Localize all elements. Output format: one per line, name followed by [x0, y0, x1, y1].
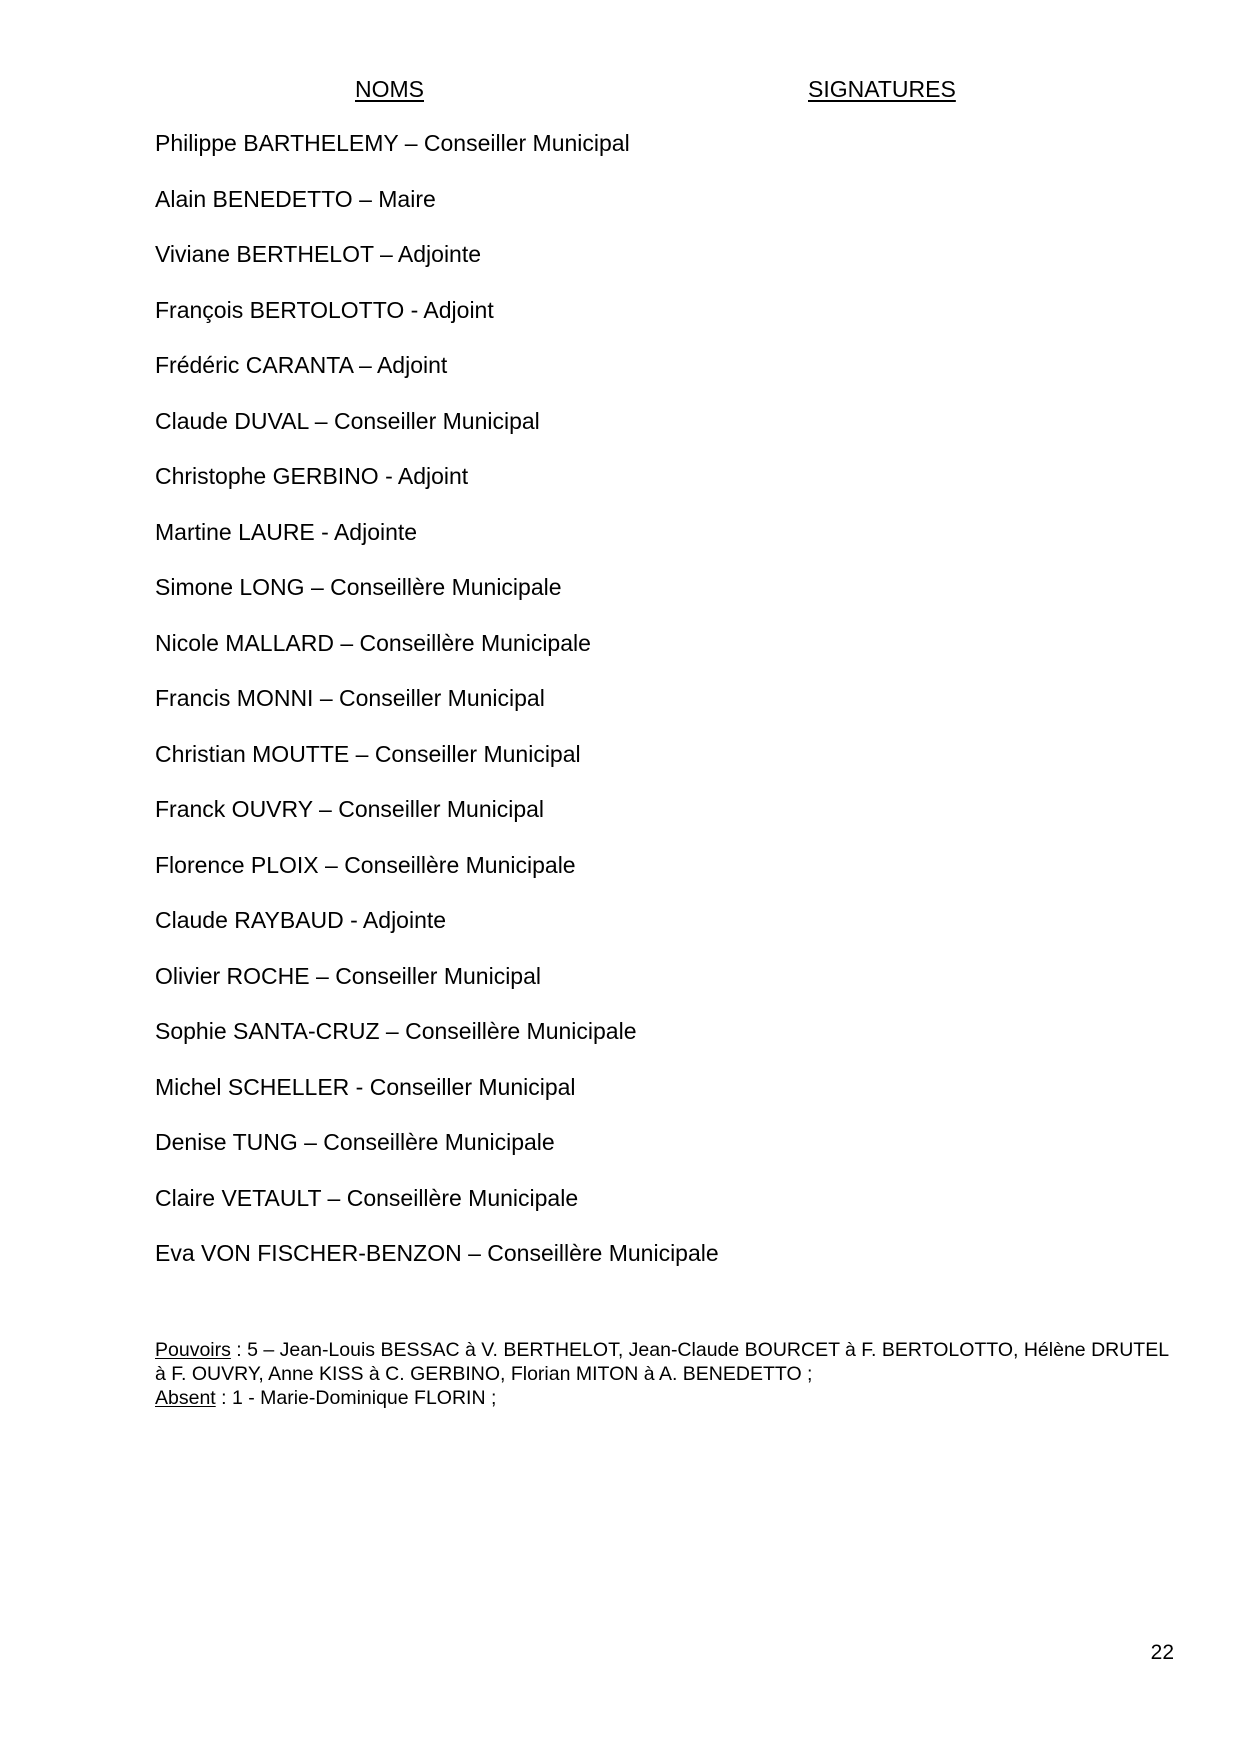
list-item: Frédéric CARANTA – Adjoint: [155, 352, 448, 378]
signatures-column-header: SIGNATURES: [808, 76, 956, 102]
list-item: Sophie SANTA-CRUZ – Conseillère Municipale: [155, 1018, 637, 1044]
list-item: Simone LONG – Conseillère Municipale: [155, 574, 562, 600]
pouvoirs-note: [155, 1338, 1175, 1386]
list-item: Michel SCHELLER - Conseiller Municipal: [155, 1073, 576, 1100]
page-number: 22: [1150, 1641, 1174, 1664]
member-list: [155, 128, 719, 1294]
attendance-notes: [155, 1338, 1175, 1410]
list-item: Claire VETAULT – Conseillère Municipale: [155, 1184, 579, 1211]
list-item: Olivier ROCHE – Conseiller Municipal: [155, 962, 542, 989]
list-item: Denise TUNG – Conseillère Municipale: [155, 1129, 555, 1155]
absent-note: [155, 1386, 1175, 1410]
list-item: Eva VON FISCHER-BENZON – Conseillère Municipale: [155, 1240, 719, 1266]
list-item: Claude DUVAL – Conseiller Municipal: [155, 407, 540, 434]
list-item: Christophe GERBINO - Adjoint: [155, 463, 469, 489]
absent-text: : 1 - Marie-Dominique FLORIN ;: [215, 1387, 497, 1409]
list-item: Franck OUVRY – Conseiller Municipal: [155, 796, 545, 822]
list-item: Alain BENEDETTO – Maire: [155, 185, 436, 212]
pouvoirs-label: Pouvoirs: [155, 1339, 231, 1361]
absent-label: Absent: [155, 1387, 216, 1409]
list-item: Francis MONNI – Conseiller Municipal: [155, 685, 545, 711]
list-item: Christian MOUTTE – Conseiller Municipal: [155, 740, 581, 767]
list-item: Florence PLOIX – Conseillère Municipale: [155, 851, 576, 878]
list-item: Philippe BARTHELEMY – Conseiller Municipal: [155, 130, 630, 156]
list-item: Viviane BERTHELOT – Adjointe: [155, 241, 482, 267]
list-item: François BERTOLOTTO - Adjoint: [155, 296, 494, 323]
pouvoirs-text: : 5 – Jean-Louis BESSAC à V. BERTHELOT, Jean-Claude BOURCET à F. BERTOLOTTO, Hélène DRUTEL à F. OUVRY, Anne KISS à C. GERBINO, Florian MITON à A. BENEDETTO ;: [155, 1339, 1169, 1385]
list-item: Nicole MALLARD – Conseillère Municipale: [155, 629, 591, 656]
list-item: Martine LAURE - Adjointe: [155, 518, 418, 545]
list-item: Claude RAYBAUD - Adjointe: [155, 907, 447, 933]
names-column-header: NOMS: [355, 76, 424, 102]
